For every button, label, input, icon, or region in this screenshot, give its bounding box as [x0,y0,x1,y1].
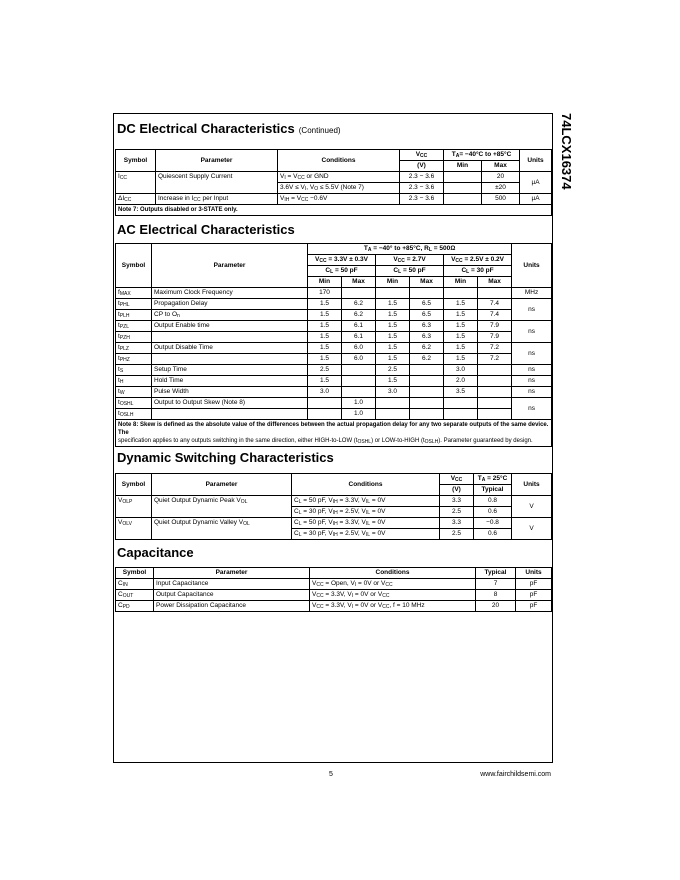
table-row: $C_{OUT}$ Output Capacitance $V_{CC} = 3.3V$, $V_I = 0V$ or $V_{CC}$ 8 pF [116,590,552,601]
cap-title: Capacitance [117,545,194,560]
table-row: $\Delta I_{CC}$ Increase in $I_{CC}$ per Input $V_{IH} = V_{CC} -0.6V$ 2.3 − 3.6 500 µA [116,194,552,205]
table-row: $t_{PHL}$ Propagation Delay 1.5 6.2 1.5 6.5 1.5 7.4 ns [116,299,552,310]
table-row: $t_S$ Setup Time 2.5 2.5 3.0 ns [116,365,552,376]
ac-note: Note 8: Skew is defined as the absolute value of the differences between the actual propagation delay for any two separate outputs of the same device. The specification applies to any outputs switching in the same direction, either HIGH-to-LOW $(t_{OSHL})$ or LOW-to-HIGH $(t_{OSLH})$. Parameter guaranteed by design. [116,420,552,447]
cap-table-wrap [115,567,551,612]
footer-url[interactable]: www.fairchildsemi.com [480,771,551,778]
ac-table-wrap [115,243,551,447]
table-row: $t_{PLZ}$ Output Disable Time 1.5 6.0 1.5 6.2 1.5 7.2 ns [116,343,552,354]
dc-section [117,121,547,136]
table-row: $C_L = 30$ pF, $V_{IH} = 2.5V$, $V_{IL} = 0V$ 2.5 0.6 [116,507,552,518]
table-row: $C_L = 30$ pF, $V_{IH} = 2.5V$, $V_{IL} = 0V$ 2.5 0.6 [116,529,552,540]
table-row: $t_{PHZ}$ 1.5 6.0 1.5 6.2 1.5 7.2 [116,354,552,365]
dyn-table: Symbol Parameter Conditions $V_{CC}$ $T_A = 25^\circ C$ Units (V) Typical $V_{OLP}$ Quiet Output Dynamic Peak $V_{OL}$ $C_L = 50$ pF, $V_{IH} = 3.3V$, $V_{IL} = 0V$ 3.3 0.8 V $C_L = 30$ pF, $V_{IH} = 2.5V$, $V_{IL} = 0V$ 2.5 0.6 $V_{OLV}$ Quiet Output Dynamic Valley $V_{OL}$ $C_L = 50$ pF, $V_{IH} = 3.3V$, $V_{IL} = 0V$ 3.3 −0.8 V $C_L = 30$ pF, $V_{IH} = 2.5V$, $V_{IL} = 0V$ 2.5 0.6 [115,473,552,540]
table-row: $3.6V \le V_I$, $V_O \le 5.5V$ (Note 7) 2.3 − 3.6 ±20 [116,183,552,194]
table-row: $t_{PZH}$ 1.5 6.1 1.5 6.3 1.5 7.9 [116,332,552,343]
table-row: $t_W$ Pulse Width 3.0 3.0 3.5 ns [116,387,552,398]
table-row: $t_{PZL}$ Output Enable time 1.5 6.1 1.5 6.3 1.5 7.9 ns [116,321,552,332]
table-row: $C_{PD}$ Power Dissipation Capacitance $V_{CC} = 3.3V$, $V_I = 0V$ or $V_{CC}$, f = 10 MHz 20 pF [116,601,552,612]
ac-table: Symbol Parameter $T_A = -40^\circ$ to +85°C, $R_L$ = 500Ω Units $V_{CC} = 3.3V \pm 0.3V$ $V_{CC} = 2.7V$ $V_{CC} = 2.5V \pm 0.2V$ $C_L = 50$ pF $C_L = 50$ pF $C_L = 30$ pF Min Max Min Max Min Max $f_{MAX}$ Maximum Clock Frequency 170 MHz $t_{PHL}$ Propagation Delay 1.5 6.2 1.5 6.5 1.5 7.4 ns $t_{PLH}$ CP to $O_n$ 1.5 6.2 1.5 6.5 1.5 7.4 $t_{PZL}$ Output Enable time 1.5 6.1 1.5 6.3 1.5 7.9 ns $t_{PZH}$ 1.5 6.1 1.5 6.3 1.5 7.9 $t_{PLZ}$ Output Disable Time 1.5 6.0 1.5 6.2 1.5 7.2 ns $t_{PHZ}$ 1.5 6.0 1.5 6.2 1.5 7.2 $t_S$ Setup Time 2.5 2.5 3.0 ns $t_H$ Hold Time 1.5 1.5 2.0 ns $t_W$ Pulse Width 3.0 3.0 3.5 ns $t_{OSHL}$ Output to Output Skew (Note 8) 1.0 ns $t_{OSLH}$ 1.0 Note 8: Skew is defined as the absolute value of the differences between the actual propagation delay for any two separate outputs of the same device. The specification applies to any outputs switching in the same direction, either HIGH-to-LOW $(t_{OSHL})$ or LOW-to-HIGH $(t_{OSLH})$. Parameter guaranteed by design. [115,243,552,447]
dc-note: Note 7: Outputs disabled or 3-STATE only. [116,205,552,216]
table-row: $t_{OSLH}$ 1.0 [116,409,552,420]
table-row: $I_{CC}$ Quiescent Supply Current $V_I = V_{CC}$ or GND 2.3 − 3.6 20 µA [116,172,552,183]
cap-section [117,545,547,560]
cap-table: Symbol Parameter Conditions Typical Units $C_{IN}$ Input Capacitance $V_{CC}$ = Open, $V_I = 0V$ or $V_{CC}$ 7 pF $C_{OUT}$ Output Capacitance $V_{CC} = 3.3V$, $V_I = 0V$ or $V_{CC}$ 8 pF $C_{PD}$ Power Dissipation Capacitance $V_{CC} = 3.3V$, $V_I = 0V$ or $V_{CC}$, f = 10 MHz 20 pF [115,567,552,612]
table-row: $t_{PLH}$ CP to $O_n$ 1.5 6.2 1.5 6.5 1.5 7.4 [116,310,552,321]
ac-title: AC Electrical Characteristics [117,222,295,237]
table-row: $V_{OLP}$ Quiet Output Dynamic Peak $V_{OL}$ $C_L = 50$ pF, $V_{IH} = 3.3V$, $V_{IL} = 0V$ 3.3 0.8 V [116,496,552,507]
table-row: $f_{MAX}$ Maximum Clock Frequency 170 MHz [116,288,552,299]
dc-table: Symbol Parameter Conditions $V_{CC}$ $T_A= -40^\circ C$ to +85°C Units (V) Min Max $I_{CC}$ Quiescent Supply Current $V_I = V_{CC}$ or GND 2.3 − 3.6 20 µA $3.6V \le V_I$, $V_O \le 5.5V$ (Note 7) 2.3 − 3.6 ±20 $\Delta I_{CC}$ Increase in $I_{CC}$ per Input $V_{IH} = V_{CC} -0.6V$ 2.3 − 3.6 500 µA Note 7: Outputs disabled or 3-STATE only. [115,149,552,216]
dc-table-wrap [115,149,551,216]
table-row: $V_{OLV}$ Quiet Output Dynamic Valley $V_{OL}$ $C_L = 50$ pF, $V_{IH} = 3.3V$, $V_{IL} = 0V$ 3.3 −0.8 V [116,518,552,529]
dyn-table-wrap [115,473,551,540]
table-row: $t_H$ Hold Time 1.5 1.5 2.0 ns [116,376,552,387]
ac-section [117,222,547,237]
dyn-section [117,450,547,465]
part-number-vertical: 74LCX16374 [559,113,574,190]
table-row: $t_{OSHL}$ Output to Output Skew (Note 8) 1.0 ns [116,398,552,409]
table-row: $C_{IN}$ Input Capacitance $V_{CC}$ = Open, $V_I = 0V$ or $V_{CC}$ 7 pF [116,579,552,590]
page-number: 5 [329,771,333,778]
dc-title: DC Electrical Characteristics (Continued) [117,121,341,136]
dyn-title: Dynamic Switching Characteristics [117,450,334,465]
